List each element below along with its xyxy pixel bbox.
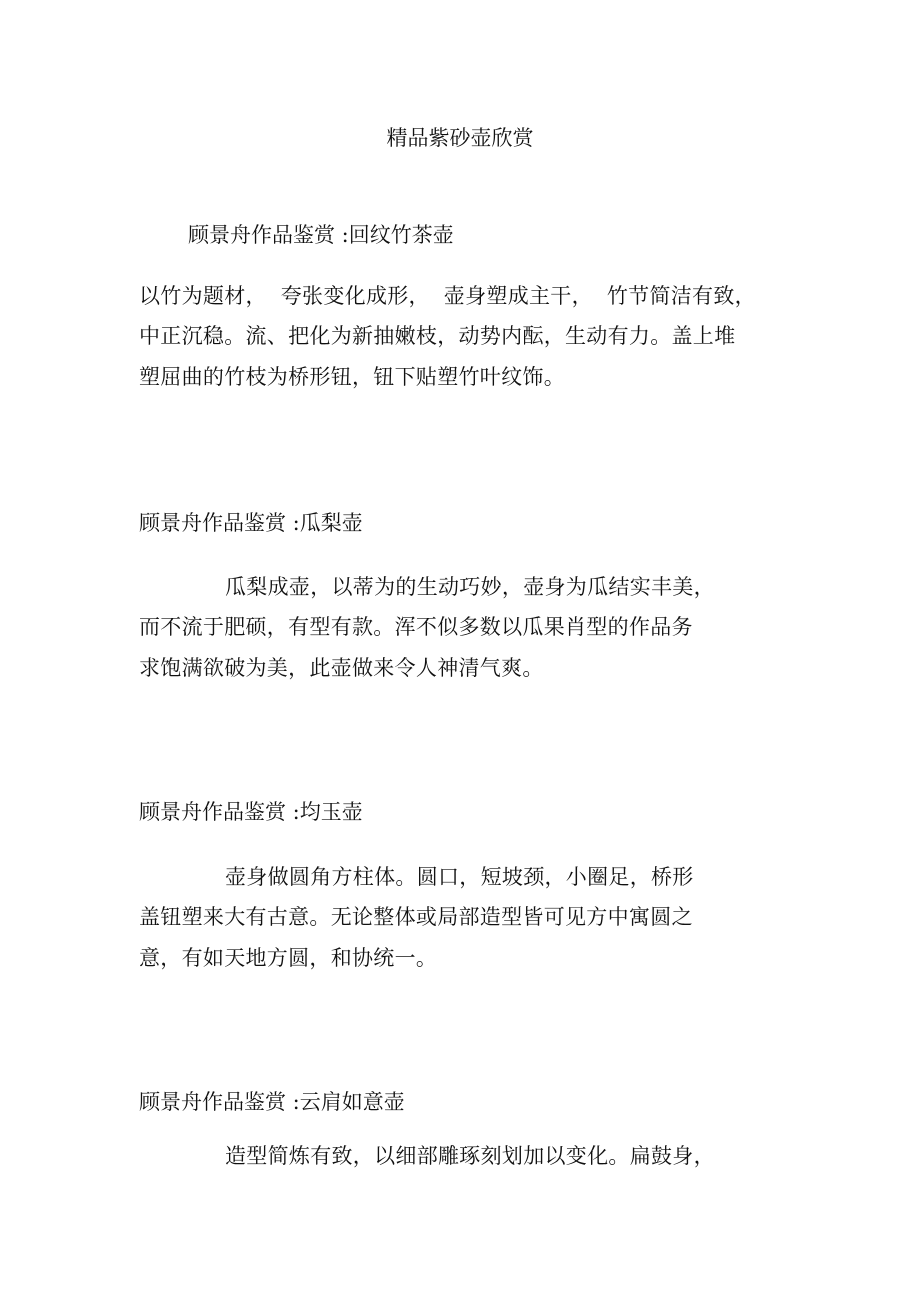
paragraph-line: 瓜梨成壶，以蒂为的生动巧妙，壶身为瓜结实丰美，	[225, 575, 715, 599]
paragraph-line: 而不流于肥硕，有型有款。浑不似多数以瓜果肖型的作品务	[139, 615, 693, 639]
paragraph-line: 以竹为题材， 夸张变化成形， 壶身塑成主干， 竹节简洁有致，	[139, 284, 756, 308]
paragraph-line: 塑屈曲的竹枝为桥形钮，钮下贴塑竹叶纹饰。	[139, 365, 565, 389]
section-heading: 顾景舟作品鉴赏 :瓜梨壶	[139, 511, 363, 535]
section-heading: 顾景舟作品鉴赏 :云肩如意壶	[139, 1090, 405, 1114]
paragraph-line: 中正沉稳。流、把化为新抽嫩枝，动势内酝，生动有力。盖上堆	[139, 324, 736, 348]
paragraph-line: 意，有如天地方圆，和协统一。	[139, 946, 438, 970]
paragraph-line: 壶身做圆角方柱体。圆口，短坡颈，小圈足，桥形	[225, 865, 694, 889]
section-heading: 顾景舟作品鉴赏 :回纹竹茶壶	[188, 223, 454, 247]
document-title: 精品紫砂壶欣赏	[386, 126, 534, 150]
paragraph-line: 求饱满欲破为美，此壶做来令人神清气爽。	[139, 656, 544, 680]
paragraph-line: 造型简炼有致，以细部雕琢刻划加以变化。扁鼓身，	[225, 1144, 715, 1168]
section-heading: 顾景舟作品鉴赏 :均玉壶	[139, 800, 363, 824]
paragraph-line: 盖钮塑来大有古意。无论整体或局部造型皆可见方中寓圆之	[139, 905, 693, 929]
